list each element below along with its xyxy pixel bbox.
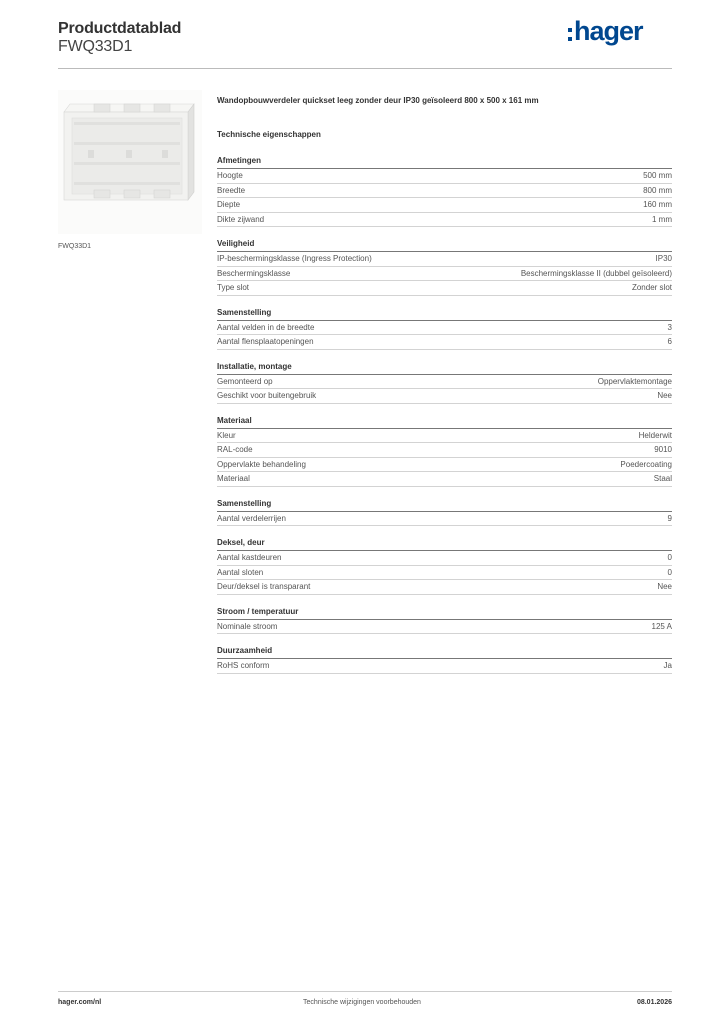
enclosure-illustration: [58, 90, 202, 234]
spec-value: 500 mm: [643, 171, 672, 180]
spec-value: IP30: [655, 254, 672, 263]
image-caption: FWQ33D1: [58, 243, 92, 250]
spec-group: [217, 308, 672, 350]
spec-value: Staal: [653, 474, 672, 483]
spec-label: Nominale stroom: [217, 621, 278, 631]
footer-disclaimer: Technische wijzigingen voorbehouden: [303, 999, 421, 1006]
spec-label: IP-beschermingsklasse (Ingress Protection): [217, 254, 372, 263]
spec-value: 800 mm: [643, 185, 672, 195]
spec-value: 0: [667, 567, 672, 577]
spec-value: 160 mm: [643, 200, 672, 209]
spec-group-title: Installatie, montage: [217, 362, 672, 375]
page-title: Productdatablad: [58, 20, 182, 37]
spec-group: [217, 538, 672, 595]
spec-row: [217, 321, 672, 336]
spec-row: [217, 551, 672, 566]
spec-label: Kleur: [217, 430, 236, 440]
product-image: [58, 90, 202, 234]
spec-label: Aantal kastdeuren: [217, 553, 282, 562]
spec-row: [217, 375, 672, 390]
spec-value: 6: [667, 337, 672, 346]
spec-group: [217, 646, 672, 674]
spec-group: [217, 499, 672, 527]
spec-value: 0: [667, 553, 672, 562]
spec-label: Diepte: [217, 200, 241, 209]
spec-row: [217, 620, 672, 635]
spec-value: 9: [667, 513, 672, 523]
spec-label: Deur/deksel is transparant: [217, 582, 311, 591]
spec-group-title: Afmetingen: [217, 156, 672, 169]
spec-label: Gemonteerd op: [217, 376, 273, 386]
spec-group-title: Materiaal: [217, 416, 672, 429]
spec-group: [217, 239, 672, 296]
specs-heading: Technische eigenschappen: [217, 130, 321, 139]
header-divider: [58, 68, 672, 69]
spec-label: Geschikt voor buitengebruik: [217, 391, 317, 400]
spec-row: [217, 281, 672, 296]
spec-label: Aantal flensplaatopeningen: [217, 337, 314, 346]
spec-label: Dikte zijwand: [217, 214, 265, 224]
spec-label: Breedte: [217, 185, 246, 195]
product-description: Wandopbouwverdeler quickset leeg zonder deur IP30 geïsoleerd 800 x 500 x 161 mm: [217, 96, 539, 105]
spec-value: Zonder slot: [631, 283, 672, 292]
spec-row: [217, 184, 672, 199]
spec-value: Beschermingsklasse II (dubbel geïsoleerd): [520, 268, 672, 278]
spec-row: [217, 267, 672, 282]
spec-row: [217, 580, 672, 595]
spec-value: Oppervlaktemontage: [597, 376, 672, 386]
spec-label: Oppervlakte behandeling: [217, 459, 306, 469]
spec-value: 9010: [654, 445, 672, 454]
spec-value: Nee: [657, 582, 672, 591]
spec-value: 1 mm: [652, 214, 672, 224]
spec-row: [217, 458, 672, 473]
spec-label: Type slot: [217, 283, 250, 292]
spec-value: 3: [667, 322, 672, 332]
spec-group-title: Samenstelling: [217, 308, 672, 321]
spec-row: [217, 566, 672, 581]
spec-label: Hoogte: [217, 171, 243, 180]
spec-row: [217, 198, 672, 213]
spec-label: RAL-code: [217, 445, 253, 454]
spec-value: Nee: [657, 391, 672, 400]
logo-colon-icon: [568, 25, 572, 45]
spec-group: [217, 362, 672, 404]
logo-text: hager: [574, 16, 643, 46]
spec-value: 125 A: [651, 621, 672, 631]
footer-divider: [58, 991, 672, 992]
spec-row: [217, 472, 672, 487]
spec-row: [217, 335, 672, 350]
spec-label: Beschermingsklasse: [217, 268, 291, 278]
spec-group-title: Veiligheid: [217, 239, 672, 252]
spec-row: [217, 169, 672, 184]
spec-row: [217, 512, 672, 527]
spec-row: [217, 443, 672, 458]
spec-value: Ja: [663, 661, 672, 670]
spec-label: Aantal sloten: [217, 567, 264, 577]
spec-group: [217, 156, 672, 227]
footer-website: hager.com/nl: [58, 999, 102, 1006]
spec-row: [217, 389, 672, 404]
spec-row: [217, 659, 672, 674]
spec-label: RoHS conform: [217, 661, 270, 670]
spec-group-title: Samenstelling: [217, 499, 672, 512]
spec-value: Poedercoating: [620, 459, 672, 469]
spec-group: [217, 416, 672, 487]
spec-row: [217, 252, 672, 267]
product-code: FWQ33D1: [58, 38, 133, 55]
spec-group-title: Stroom / temperatuur: [217, 607, 672, 620]
spec-row: [217, 213, 672, 228]
hager-logo: [568, 16, 643, 48]
spec-value: Helderwit: [638, 430, 672, 440]
spec-label: Aantal velden in de breedte: [217, 322, 315, 332]
spec-content: [217, 96, 672, 674]
spec-label: Aantal verdelerrijen: [217, 513, 286, 523]
spec-row: [217, 429, 672, 444]
spec-group: [217, 607, 672, 635]
spec-group-title: Deksel, deur: [217, 538, 672, 551]
spec-group-title: Duurzaamheid: [217, 646, 672, 659]
spec-label: Materiaal: [217, 474, 250, 483]
footer-date: 08.01.2026: [636, 999, 672, 1006]
